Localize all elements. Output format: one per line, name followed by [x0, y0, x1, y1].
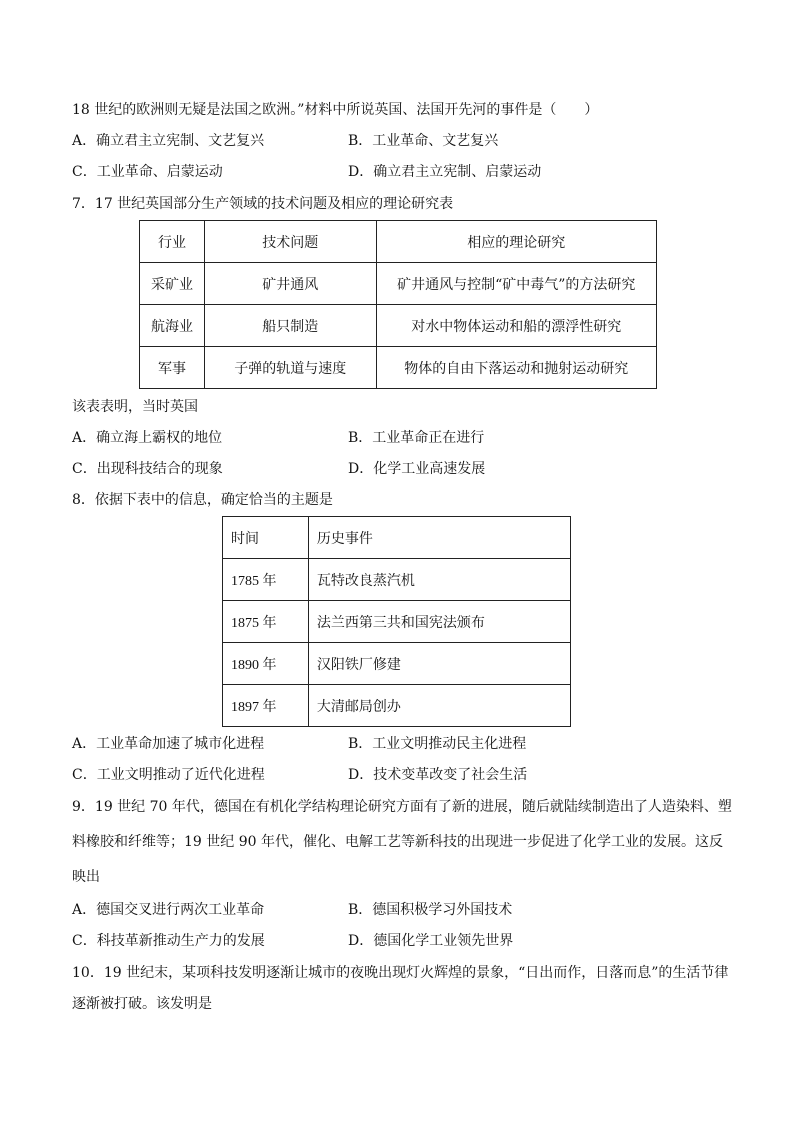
- q8-option-c[interactable]: C．工业文明推动了近代化进程: [72, 767, 265, 783]
- q8-table: [222, 516, 571, 727]
- table-cell: 矿井通风与控制“矿中毒气”的方法研究: [376, 263, 656, 305]
- q6-option-a[interactable]: A．确立君主立宪制、文艺复兴: [72, 133, 265, 149]
- table-header-cell: 技术问题: [204, 221, 376, 263]
- q7-option-b[interactable]: B．工业革命正在进行: [348, 430, 485, 446]
- q6-stem: 18 世纪的欧洲则无疑是法国之欧洲。”材料中所说英国、法国开先河的事件是（ ）: [72, 102, 599, 118]
- table-cell: 采矿业: [140, 263, 205, 305]
- table-row: [140, 347, 657, 389]
- q8-option-d[interactable]: D．技术变革改变了社会生活: [348, 767, 528, 783]
- q8-option-a[interactable]: A．工业革命加速了城市化进程: [72, 736, 265, 752]
- table-cell: 子弹的轨道与速度: [204, 347, 376, 389]
- table-row: [223, 601, 571, 643]
- q9-options-row-1: [72, 900, 722, 920]
- q7-option-a[interactable]: A．确立海上霸权的地位: [72, 430, 223, 446]
- table-row: [223, 685, 571, 727]
- q9-option-c[interactable]: C．科技革新推动生产力的发展: [72, 933, 265, 949]
- q7-options-row-1: [72, 428, 722, 448]
- q9-stem-line-1: 9．19 世纪 70 年代，德国在有机化学结构理论研究方面有了新的进展，随后就陆续制造出了人造染料、塑: [72, 799, 732, 815]
- q6-option-c[interactable]: C．工业革命、启蒙运动: [72, 164, 223, 180]
- table-header-row: [223, 517, 571, 559]
- table-cell: 1897 年: [223, 685, 309, 727]
- q9-stem-line-2: 料橡胶和纤维等；19 世纪 90 年代，催化、电解工艺等新科技的出现进一步促进了化学工业的发展。这反: [72, 834, 723, 850]
- q9-stem-line-3: 映出: [72, 869, 100, 885]
- q6-options-row-1: [72, 131, 722, 151]
- q6-option-d[interactable]: D．确立君主立宪制、启蒙运动: [348, 164, 542, 180]
- table-cell: 1785 年: [223, 559, 309, 601]
- table-cell: 瓦特改良蒸汽机: [308, 559, 570, 601]
- table-cell: 法兰西第三共和国宪法颁布: [308, 601, 570, 643]
- q8-options-row-2: [72, 765, 722, 785]
- table-cell: 矿井通风: [204, 263, 376, 305]
- table-cell: 大清邮局创办: [308, 685, 570, 727]
- table-cell: 物体的自由下落运动和抛射运动研究: [376, 347, 656, 389]
- table-row: [223, 559, 571, 601]
- table-header-row: [140, 221, 657, 263]
- q6-option-b[interactable]: B．工业革命、文艺复兴: [348, 133, 499, 149]
- table-cell: 1890 年: [223, 643, 309, 685]
- q7-option-c[interactable]: C．出现科技结合的现象: [72, 461, 223, 477]
- table-cell: 对水中物体运动和船的漂浮性研究: [376, 305, 656, 347]
- q7-option-d[interactable]: D．化学工业高速发展: [348, 461, 486, 477]
- q10-stem-line-1: 10．19 世纪末，某项科技发明逐渐让城市的夜晚出现灯火辉煌的景象，“日出而作，日落而息”的生活节律: [72, 965, 729, 981]
- q7-stem: 7．17 世纪英国部分生产领域的技术问题及相应的理论研究表: [72, 196, 454, 212]
- q8-option-b[interactable]: B．工业文明推动民主化进程: [348, 736, 527, 752]
- q7-table: [139, 220, 657, 389]
- table-cell: 军事: [140, 347, 205, 389]
- table-header-cell: 历史事件: [308, 517, 570, 559]
- q9-option-b[interactable]: B．德国积极学习外国技术: [348, 902, 513, 918]
- q8-options-row-1: [72, 734, 722, 754]
- q7-options-row-2: [72, 459, 722, 479]
- table-row: [140, 263, 657, 305]
- table-header-cell: 相应的理论研究: [376, 221, 656, 263]
- table-cell: 航海业: [140, 305, 205, 347]
- q6-options-row-2: [72, 162, 722, 182]
- table-header-cell: 时间: [223, 517, 309, 559]
- table-row: [223, 643, 571, 685]
- table-cell: 船只制造: [204, 305, 376, 347]
- table-cell: 1875 年: [223, 601, 309, 643]
- q9-options-row-2: [72, 931, 722, 951]
- q10-stem-line-2: 逐渐被打破。该发明是: [72, 996, 212, 1012]
- q9-option-d[interactable]: D．德国化学工业领先世界: [348, 933, 514, 949]
- table-row: [140, 305, 657, 347]
- table-cell: 汉阳铁厂修建: [308, 643, 570, 685]
- q8-stem: 8．依据下表中的信息，确定恰当的主题是: [72, 492, 333, 508]
- table-header-cell: 行业: [140, 221, 205, 263]
- q9-option-a[interactable]: A．德国交叉进行两次工业革命: [72, 902, 265, 918]
- q7-conclusion-prompt: 该表表明，当时英国: [72, 399, 198, 415]
